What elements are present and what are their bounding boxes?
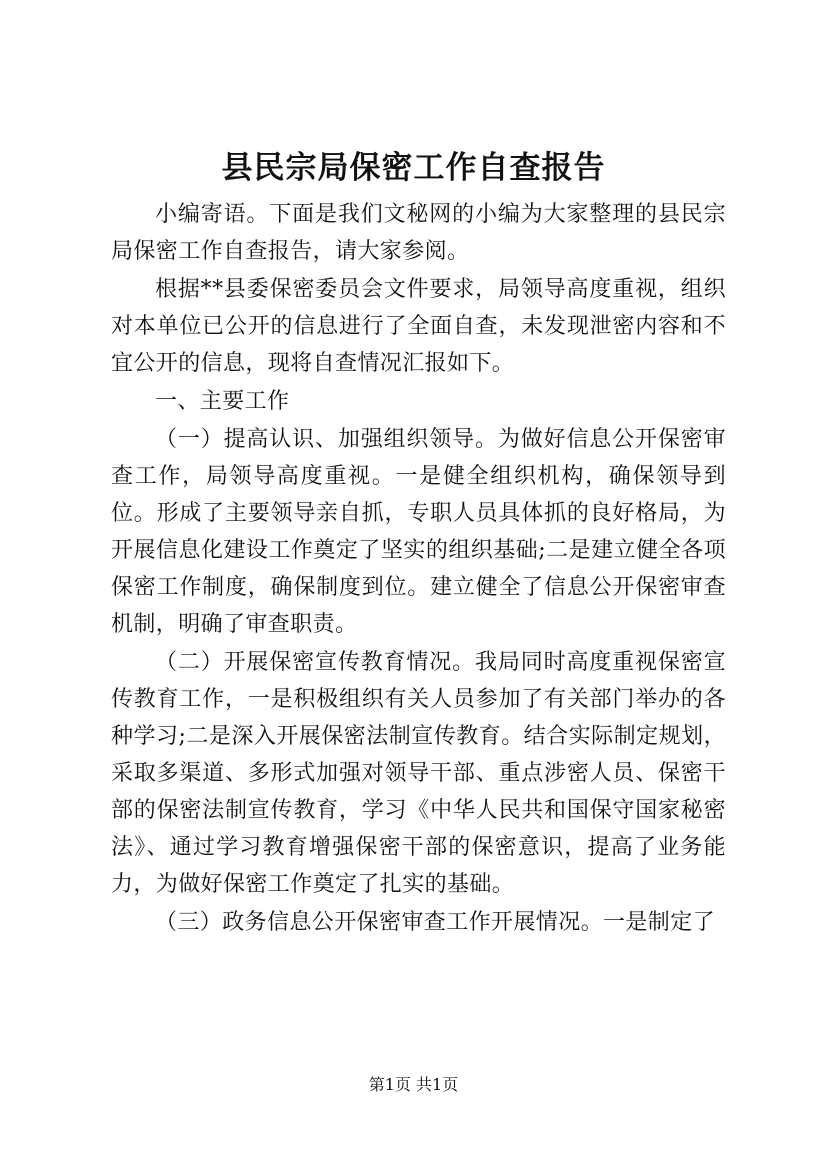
paragraph-item-3: （三）政务信息公开保密审查工作开展情况。一是制定了 xyxy=(155,910,716,935)
paragraph-item-2: （二）开展保密宣传教育情况。我局同时高度重视保密宣传教育工作，一是积极组织有关人员参加了有关部门举办的各种学习;二是深入开展保密法制宣传教育。结合实际制定规划，采取多渠道、多形式加强对领导干部、重点涉密人员、保密干部的保密法制宣传教育，学习《中华人民共和国保守国家秘密法》、通过学习教育增强保密干部的保密意识，提高了业务能力，为做好保密工作奠定了扎实的基础。 xyxy=(111,650,726,897)
section-heading-main-work: 一、主要工作 xyxy=(155,389,290,414)
page-title: 县民宗局保密工作自查报告 xyxy=(221,150,606,186)
paragraph-background: 根据**县委保密委员会文件要求，局领导高度重视，组织对本单位已公开的信息进行了全面自查，未发现泄密内容和不宜公开的信息，现将自查情况汇报如下。 xyxy=(111,277,726,376)
paragraph-item-1: （一）提高认识、加强组织领导。为做好信息公开保密审查工作，局领导高度重视。一是健全组织机构，确保领导到位。形成了主要领导亲自抓，专职人员具体抓的良好格局，为开展信息化建设工作奠定了坚实的组织基础;二是建立健全各项保密工作制度，确保制度到位。建立健全了信息公开保密审查机制，明确了审查职责。 xyxy=(111,427,726,637)
page-footer: 第1页 共1页 xyxy=(368,1075,459,1094)
document-body xyxy=(111,196,726,941)
paragraph-intro: 小编寄语。下面是我们文秘网的小编为大家整理的县民宗局保密工作自查报告，请大家参阅。 xyxy=(111,202,726,264)
